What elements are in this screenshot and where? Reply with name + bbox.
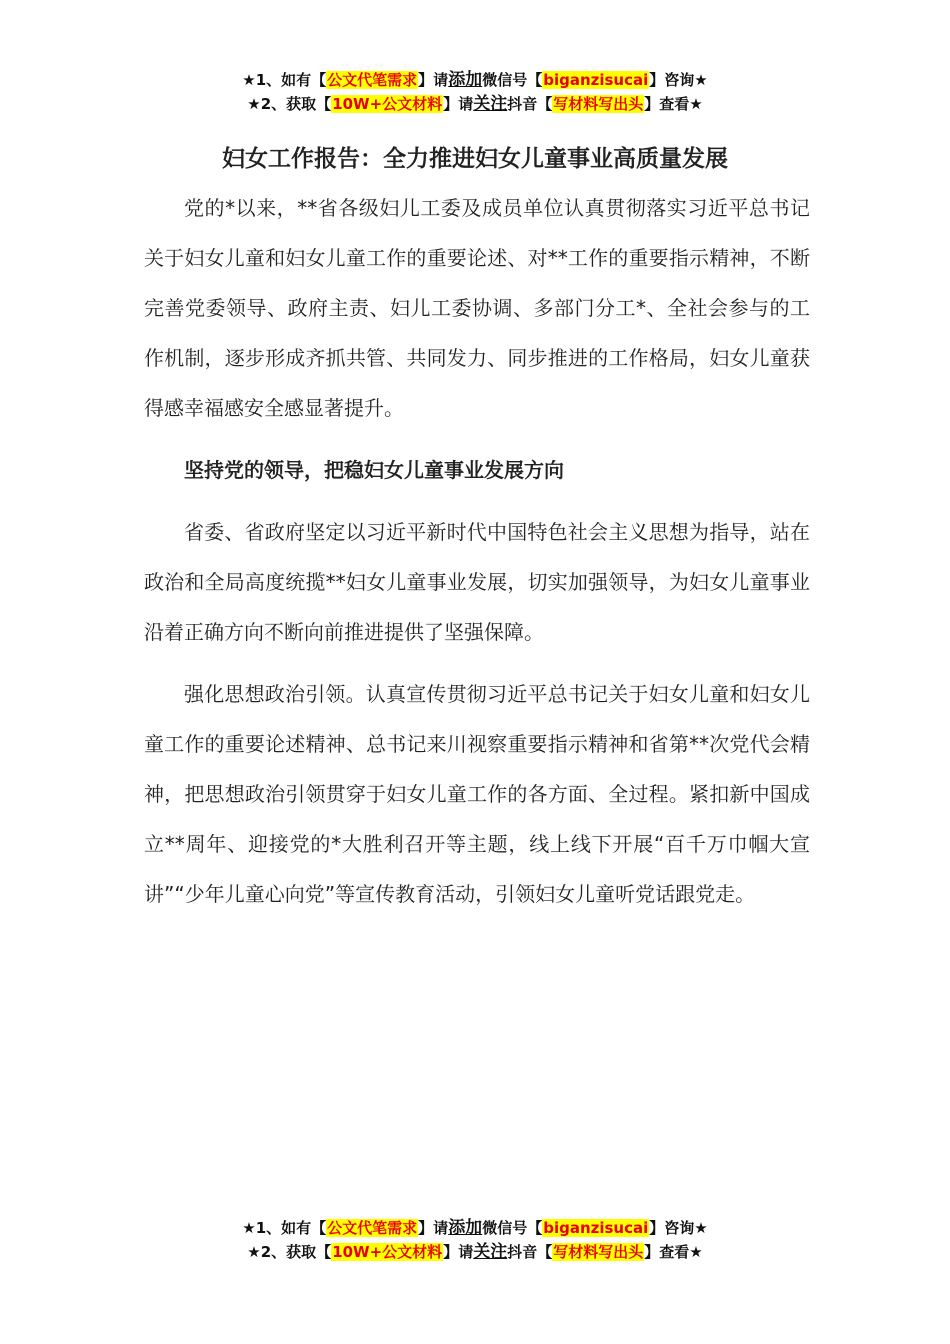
promo-text: ★2、获取【 (247, 95, 332, 113)
promo-text: 抖音【 (507, 1243, 553, 1261)
promo-text: 】请 (443, 1243, 474, 1261)
promo-highlight: 公文代笔需求 (327, 71, 418, 89)
promo-text: 】查看★ (644, 1243, 703, 1261)
promo-text: 】请 (418, 1219, 449, 1237)
document-title: 妇女工作报告：全力推进妇女儿童事业高质量发展 (222, 146, 728, 173)
promo-banner-top (0, 68, 950, 116)
body-paragraph: 党的*以来，**省各级妇儿工委及成员单位认真贯彻落实习近平总书记关于妇女儿童和妇女儿童工作的重要论述、对**工作的重要指示精神，不断完善党委领导、政府主责、妇儿工委协调、多部门分工*、全社会参与的工作机制，逐步形成齐抓共管、共同发力、同步推进的工作格局，妇女儿童获得感幸福感安全感显著提升。 (144, 196, 810, 420)
promo-banner-bottom (0, 1216, 950, 1264)
promo-highlight: biganzisucai (543, 1219, 649, 1237)
promo-line-2 (0, 1240, 950, 1264)
promo-text: 微信号【 (482, 1219, 543, 1237)
promo-highlight: 写材料写出头 (553, 95, 644, 113)
body-paragraph: 强化思想政治引领。认真宣传贯彻习近平总书记关于妇女儿童和妇女儿童工作的重要论述精神、总书记来川视察重要指示精神和省第**次党代会精神，把思想政治引领贯穿于妇女儿童工作的各方面、全过程。紧扣新中国成立**周年、迎接党的*大胜利召开等主题，线上线下开展“百千万巾帼大宣讲”“少年儿童心向党”等宣传教育活动，引领妇女儿童听党话跟党走。 (144, 682, 810, 906)
promo-emphasis: 关注 (473, 94, 508, 114)
promo-line-1 (0, 68, 950, 92)
promo-text: 抖音【 (507, 95, 553, 113)
promo-emphasis: 添加 (448, 1218, 483, 1238)
promo-emphasis: 添加 (448, 70, 483, 90)
promo-highlight: biganzisucai (543, 71, 649, 89)
promo-text: ★1、如有【 (242, 1219, 327, 1237)
promo-line-2 (0, 92, 950, 116)
promo-text: 微信号【 (482, 71, 543, 89)
body-paragraph: 省委、省政府坚定以习近平新时代中国特色社会主义思想为指导，站在政治和全局高度统揽**妇女儿童事业发展，切实加强领导，为妇女儿童事业沿着正确方向不断向前推进提供了坚强保障。 (144, 520, 810, 644)
promo-highlight: 写材料写出头 (553, 1243, 644, 1261)
promo-text: 】请 (418, 71, 449, 89)
promo-text: ★2、获取【 (247, 1243, 332, 1261)
promo-highlight: 10W+公文材料 (332, 1243, 443, 1261)
document-body (144, 183, 810, 919)
section-heading: 坚持党的领导，把稳妇女儿童事业发展方向 (184, 458, 564, 482)
promo-highlight: 10W+公文材料 (332, 95, 443, 113)
promo-text: 】咨询★ (649, 1219, 708, 1237)
promo-emphasis: 关注 (473, 1242, 508, 1262)
promo-line-1 (0, 1216, 950, 1240)
promo-text: 】咨询★ (649, 71, 708, 89)
promo-text: ★1、如有【 (242, 71, 327, 89)
promo-text: 】请 (443, 95, 474, 113)
promo-highlight: 公文代笔需求 (327, 1219, 418, 1237)
promo-text: 】查看★ (644, 95, 703, 113)
